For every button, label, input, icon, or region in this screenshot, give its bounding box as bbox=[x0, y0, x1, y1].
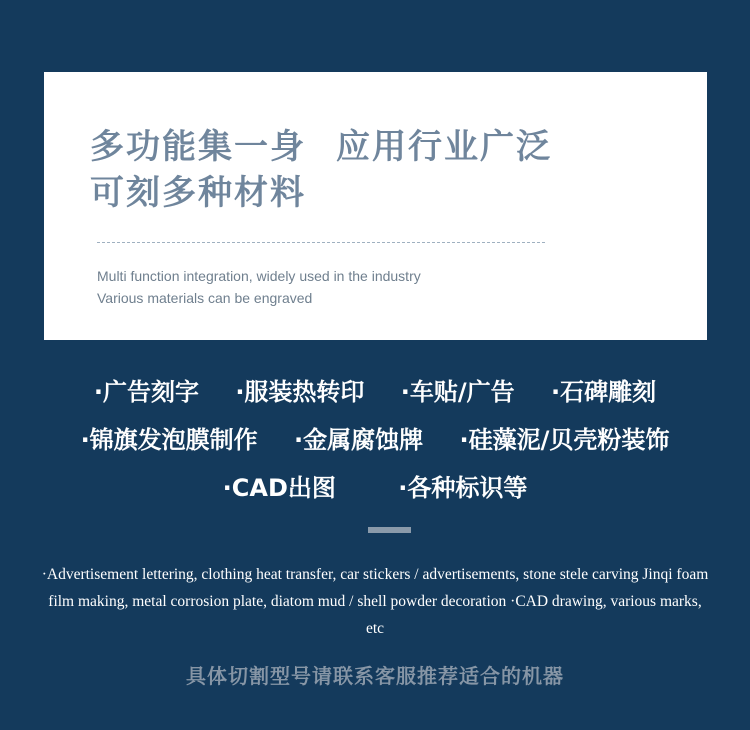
application-row-2 bbox=[0, 416, 750, 464]
headline-text-multifunction: 多功能集一身 bbox=[90, 127, 306, 167]
dashed-divider bbox=[97, 242, 545, 243]
application-item: ·服装热转印 bbox=[235, 378, 365, 406]
english-description: ·Advertisement lettering, clothing heat transfer, car stickers / advertisements, stone stele carving Jinqi foam film making, metal corrosion plate, diatom mud / shell powder decoration ·CAD drawing, various marks, etc bbox=[41, 566, 709, 637]
section-divider-bar bbox=[368, 527, 411, 533]
headline bbox=[90, 124, 552, 216]
application-item: ·锦旗发泡膜制作 bbox=[80, 426, 258, 454]
subtitle-line-2: Various materials can be engraved bbox=[97, 290, 313, 306]
application-item: ·金属腐蚀牌 bbox=[294, 426, 424, 454]
application-row-1 bbox=[0, 368, 750, 416]
application-item: ·硅藻泥/贝壳粉装饰 bbox=[459, 426, 670, 454]
application-item: ·广告刻字 bbox=[93, 378, 199, 406]
application-row-3 bbox=[0, 464, 750, 512]
application-item: ·CAD出图 bbox=[222, 474, 336, 502]
english-subtitle bbox=[97, 265, 421, 309]
contact-note: 具体切割型号请联系客服推荐适合的机器 bbox=[186, 664, 564, 688]
application-item: ·各种标识等 bbox=[398, 474, 528, 502]
headline-line-2: 可刻多种材料 bbox=[90, 173, 306, 213]
application-item: ·石碑雕刻 bbox=[551, 378, 657, 406]
subtitle-line-1: Multi function integration, widely used in the industry bbox=[97, 268, 421, 284]
application-item: ·车贴/广告 bbox=[400, 378, 515, 406]
headline-line-1 bbox=[90, 124, 552, 170]
headline-text-applications: 应用行业广泛 bbox=[336, 127, 552, 167]
application-list bbox=[0, 368, 750, 512]
intro-panel bbox=[44, 72, 707, 340]
